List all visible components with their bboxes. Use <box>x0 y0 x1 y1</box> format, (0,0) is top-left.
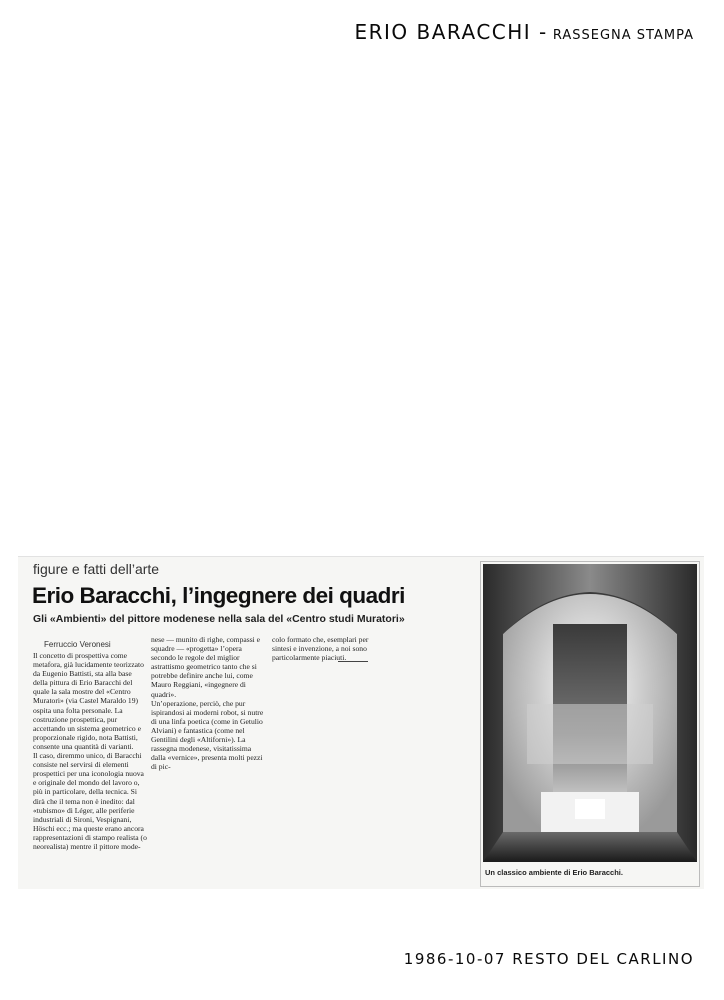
article-paragraph: Il caso, diremmo unico, di Baracchi consiste nel servirsi di elementi prospettici per una iconologia nuova e originale del mondo del lavoro o, più in particolare, della tecnica. Si dirà che il tema non è inedito: dal «tubismo» di Léger, alle periferie industriali di Sironi, Vespignani, Höschi ecc.; ma queste erano ancora rappresentazioni di stampo realista (o neorealista) mentre il pittore mode- <box>33 751 147 851</box>
article-paragraph: Un’operazione, perciò, che pur ispirandosi ai moderni robot, si nutre di una linfa poetica (come in Getulio Alviani) e fantastica (come nel Gentilini degli «Altiforni»). La rassegna modenese, visitatissima dalla «vernice», presenta molti pezzi di pic- <box>151 698 264 772</box>
article-column-3 <box>272 635 372 662</box>
painting-image <box>483 564 697 862</box>
newspaper-clipping <box>18 556 704 889</box>
article-paragraph: nese — munito di righe, compassi e squadre — «progetta» l’opera secondo le regole del miglior astrattismo geometrico tanto che si potrebbe definire anche lui, come Mauro Reggiani, «ingegnere di quadri». <box>151 635 261 699</box>
article-byline: Ferruccio Veronesi <box>44 640 111 649</box>
page-header <box>354 20 694 44</box>
page-footer: 1986-10-07 RESTO DEL CARLINO <box>403 950 694 968</box>
photo-caption: Un classico ambiente di Erio Baracchi. <box>485 868 623 877</box>
article-paragraph: colo formato che, esemplari per sintesi e invenzione, a noi sono particolarmente piaciuti. <box>272 635 369 663</box>
header-title-sub: RASSEGNA STAMPA <box>552 28 694 43</box>
article-column-2 <box>151 635 267 771</box>
article-subheadline: Gli «Ambienti» del pittore modenese nella sala del «Centro studi Muratori» <box>33 613 405 625</box>
article-end-rule <box>338 661 368 662</box>
article-text-area <box>26 557 481 889</box>
article-headline: Erio Baracchi, l’ingegnere dei quadri <box>32 583 405 608</box>
header-title-main: ERIO BARACCHI - <box>354 20 548 44</box>
article-photo <box>480 561 700 887</box>
article-column-1 <box>33 651 147 851</box>
article-paragraph: Il concetto di prospettiva come metafora, già lucidamente teorizzato da Eugenio Battisti, sta alla base della pittura di Erio Baracchi del quale la sala mostre del «Centro Muratori» (via Castel Maraldo 19) ospita una folta personale. La costruzione prospettica, pur accettando un sistema geometrico e proporzionale rigido, nota Battisti, consente una quantità di varianti. <box>33 651 144 751</box>
article-rubric: figure e fatti dell’arte <box>33 561 160 577</box>
